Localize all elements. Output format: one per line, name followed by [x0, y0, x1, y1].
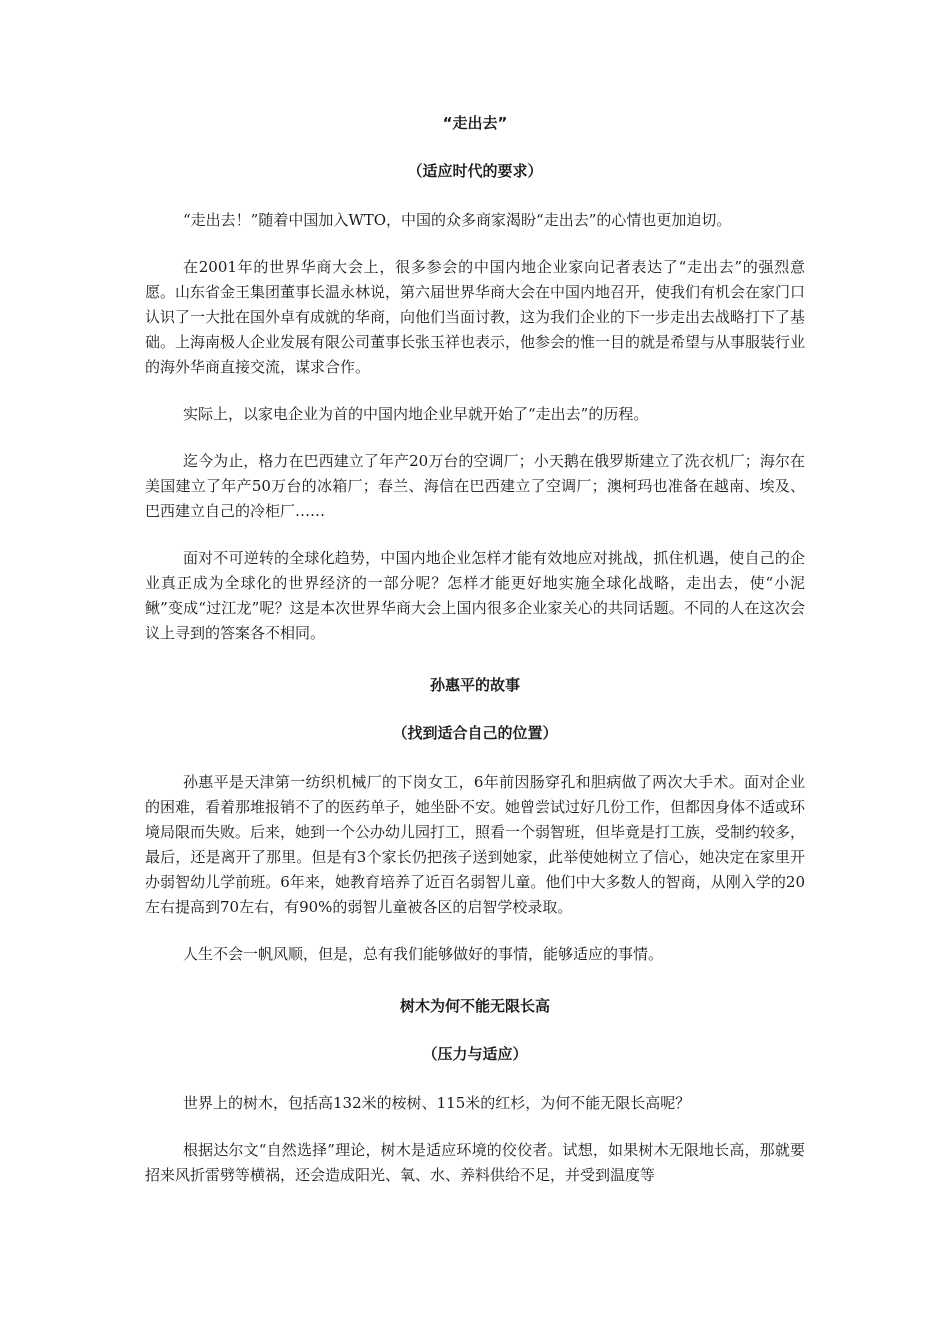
section-sun-huiping	[145, 672, 805, 967]
section-subtitle: （找到适合自己的位置）	[392, 724, 558, 742]
paragraph: 在2001年的世界华商大会上，很多参会的中国内地企业家向记者表达了“走出去”的强烈意愿。山东省金王集团董事长温永林说，第六届世界华商大会在中国内地召开，使我们有机会在家门口认识了一大批在国外卓有成就的华商，向他们当面讨教，这为我们企业的下一步走出去战略打下了基础。上海南极人企业发展有限公司董事长张玉祥也表示，他参会的惟一目的就是希望与从事服装行业的海外华商直接交流，谋求合作。	[145, 258, 806, 376]
paragraph: 根据达尔文“自然选择”理论，树木是适应环境的佼佼者。试想，如果树木无限地长高，那就要招来风折雷劈等横祸，还会造成阳光、氧、水、养料供给不足，并受到温度等	[145, 1141, 805, 1184]
section-subtitle: （压力与适应）	[422, 1045, 528, 1063]
paragraph: 实际上，以家电企业为首的中国内地企业早就开始了“走出去”的历程。	[183, 405, 649, 423]
section-go-out	[145, 110, 805, 646]
paragraph: 迄今为止，格力在巴西建立了年产20万台的空调厂；小天鹅在俄罗斯建立了洗衣机厂；海尔在美国建立了年产50万台的冰箱厂；春兰、海信在巴西建立了空调厂；澳柯玛也准备在越南、埃及、巴西建立自己的冷柜厂……	[145, 452, 805, 520]
section-title: 树木为何不能无限长高	[399, 997, 550, 1015]
paragraph: 人生不会一帆风顺，但是，总有我们能够做好的事情，能够适应的事情。	[183, 945, 664, 963]
section-title: “走出去”	[442, 114, 508, 132]
document-page	[145, 110, 805, 1188]
paragraph: 孙惠平是天津第一纺织机械厂的下岗女工，6年前因肠穿孔和胆病做了两次大手术。面对企业的困难，看着那堆报销不了的医药单子，她坐卧不安。她曾尝试过好几份工作，但都因身体不适或环境局限而失败。后来，她到一个公办幼儿园打工，照看一个弱智班，但毕竟是打工族，受制约较多，最后，还是离开了那里。但是有3个家长仍把孩子送到她家，此举使她树立了信心，她决定在家里开办弱智幼儿学前班。6年来，她教育培养了近百名弱智儿童。他们中大多数人的智商，从刚入学的20左右提高到70左右，有90%的弱智儿童被各区的启智学校录取。	[145, 773, 806, 916]
section-title: 孙惠平的故事	[429, 676, 520, 694]
section-subtitle: （适应时代的要求）	[407, 162, 543, 180]
paragraph: “走出去！”随着中国加入WTO，中国的众多商家渴盼“走出去”的心情也更加迫切。	[183, 211, 732, 229]
paragraph: 面对不可逆转的全球化趋势，中国内地企业怎样才能有效地应对挑战，抓住机遇，使自己的企业真正成为全球化的世界经济的一部分呢？怎样才能更好地实施全球化战略，走出去，使“小泥鳅”变成“过江龙”呢？这是本次世界华商大会上国内很多企业家关心的共同话题。不同的人在这次会议上寻到的答案各不相同。	[145, 549, 805, 642]
paragraph: 世界上的树木，包括高132米的桉树、115米的红杉，为何不能无限长高呢？	[183, 1094, 691, 1112]
section-trees	[145, 993, 805, 1188]
